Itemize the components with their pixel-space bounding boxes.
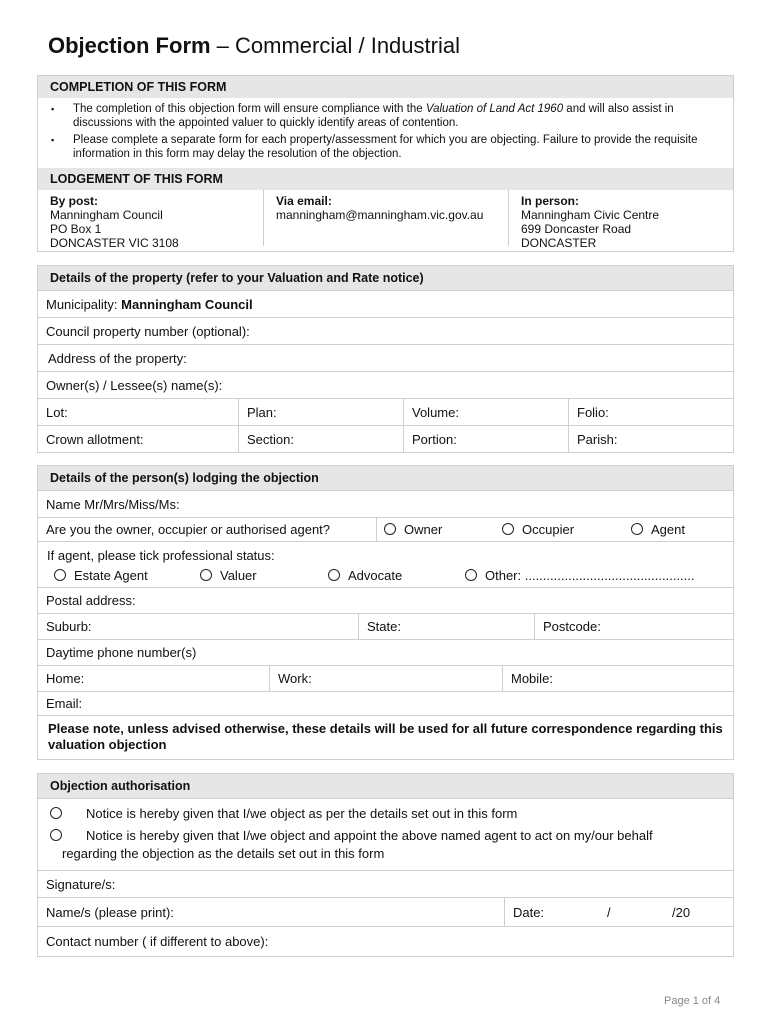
date-year: /20 xyxy=(672,904,691,920)
municipality-value: Manningham Council xyxy=(121,296,253,312)
radio-circle-icon[interactable] xyxy=(50,829,62,841)
completion-bullet-2: ▪ Please complete a separate form for each property/assessment for which you are objecting. Failure to provide the requisite information in this form may delay the resolution of the objection. xyxy=(73,133,709,161)
role-option-agent[interactable]: Agent xyxy=(631,522,685,537)
radio-circle-icon[interactable] xyxy=(50,807,62,819)
post-line: PO Box 1 xyxy=(50,222,102,236)
status-option-advocate[interactable]: Advocate xyxy=(328,568,402,583)
municipality-label: Municipality: xyxy=(46,296,118,312)
role-option-occupier[interactable]: Occupier xyxy=(502,522,574,537)
radio-circle-icon[interactable] xyxy=(502,523,514,535)
person-label: In person: xyxy=(521,194,580,208)
folio-field[interactable]: Folio: xyxy=(577,404,609,420)
completion-bullet-1: ▪ The completion of this objection form will ensure compliance with the Valuation of Land Act 1960 and will also assist in discussions with the appointed valuer to quickly identify areas of contention. xyxy=(73,102,709,130)
date-field[interactable] xyxy=(505,898,733,926)
name-field[interactable]: Name Mr/Mrs/Miss/Ms: xyxy=(46,496,180,512)
parish-field[interactable]: Parish: xyxy=(577,431,618,447)
person-heading: Details of the person(s) lodging the objection xyxy=(38,466,733,490)
status-option-other[interactable]: Other: ............................................... xyxy=(465,568,695,583)
property-section xyxy=(37,265,734,453)
radio-circle-icon[interactable] xyxy=(465,569,477,581)
email-label: Via email: xyxy=(276,194,332,208)
post-line: Manningham Council xyxy=(50,208,163,222)
work-phone-field[interactable]: Work: xyxy=(270,666,503,691)
signature-field[interactable]: Signature/s: xyxy=(46,876,116,892)
portion-field[interactable]: Portion: xyxy=(404,426,569,452)
municipality-field[interactable] xyxy=(38,291,733,317)
authorisation-option-2-cont: regarding the objection as the details set out in this form xyxy=(62,846,385,861)
status-option-valuer[interactable]: Valuer xyxy=(200,568,257,583)
act-name: Valuation of Land Act 1960 xyxy=(425,103,564,115)
radio-circle-icon[interactable] xyxy=(631,523,643,535)
authorisation-section xyxy=(37,773,734,957)
lodgement-person xyxy=(509,190,733,250)
date-label: Date: xyxy=(513,904,545,920)
role-option-owner[interactable]: Owner xyxy=(384,522,442,537)
volume-field[interactable]: Volume: xyxy=(404,399,569,425)
agent-status-label: If agent, please tick professional status: xyxy=(47,548,275,563)
person-line: 699 Doncaster Road xyxy=(521,222,632,236)
names-print-field[interactable]: Name/s (please print): xyxy=(38,898,505,926)
lodgement-heading: LODGEMENT OF THIS FORM xyxy=(38,168,733,190)
authorisation-option-object[interactable]: Notice is hereby given that I/we object as per the details set out in this form xyxy=(50,806,517,821)
lodgement-post xyxy=(38,190,264,250)
authorisation-heading: Objection authorisation xyxy=(38,774,733,798)
correspondence-note: Please note, unless advised otherwise, these details will be used for all future correspondence regarding this valuation objection xyxy=(48,721,723,752)
date-separator: / xyxy=(607,904,611,920)
suburb-field[interactable]: Suburb: xyxy=(38,614,359,639)
crown-allotment-field[interactable]: Crown allotment: xyxy=(38,426,239,452)
post-label: By post: xyxy=(50,194,98,208)
form-title xyxy=(48,33,460,59)
contact-number-field[interactable]: Contact number ( if different to above): xyxy=(46,934,269,949)
page-number: Page 1 of 4 xyxy=(664,995,721,1007)
authorisation-option-appoint-agent[interactable]: Notice is hereby given that I/we object and appoint the above named agent to act on my/our behalf xyxy=(50,828,653,843)
lot-field[interactable]: Lot: xyxy=(38,399,239,425)
post-line: DONCASTER VIC 3108 xyxy=(50,236,179,250)
lodgement-methods xyxy=(38,190,733,250)
daytime-phone-label: Daytime phone number(s) xyxy=(46,645,197,660)
plan-field[interactable]: Plan: xyxy=(239,399,404,425)
home-phone-field[interactable]: Home: xyxy=(38,666,270,691)
email-address[interactable]: manningham@manningham.vic.gov.au xyxy=(276,208,484,222)
radio-circle-icon[interactable] xyxy=(54,569,66,581)
postcode-field[interactable]: Postcode: xyxy=(543,619,601,634)
completion-lodgement-section xyxy=(37,75,734,252)
person-line: DONCASTER xyxy=(521,236,597,250)
are-you-label: Are you the owner, occupier or authorised agent? xyxy=(38,518,377,541)
lodgement-email xyxy=(264,190,509,246)
state-field[interactable]: State: xyxy=(359,614,535,639)
address-field[interactable]: Address of the property: xyxy=(48,350,187,366)
property-heading: Details of the property (refer to your Valuation and Rate notice) xyxy=(38,266,733,290)
completion-bullets xyxy=(38,98,733,168)
form-title-rest: – Commercial / Industrial xyxy=(210,33,460,58)
form-title-bold: Objection Form xyxy=(48,33,211,58)
owners-field[interactable]: Owner(s) / Lessee(s) name(s): xyxy=(46,377,223,393)
radio-circle-icon[interactable] xyxy=(328,569,340,581)
email-field[interactable]: Email: xyxy=(46,696,83,711)
status-option-estate-agent[interactable]: Estate Agent xyxy=(54,568,148,583)
radio-circle-icon[interactable] xyxy=(384,523,396,535)
completion-heading: COMPLETION OF THIS FORM xyxy=(38,76,733,98)
person-section xyxy=(37,465,734,760)
radio-circle-icon[interactable] xyxy=(200,569,212,581)
postal-address-field[interactable]: Postal address: xyxy=(46,593,136,608)
section-field[interactable]: Section: xyxy=(239,426,404,452)
council-number-field[interactable]: Council property number (optional): xyxy=(46,323,250,339)
person-line: Manningham Civic Centre xyxy=(521,208,660,222)
mobile-phone-field[interactable]: Mobile: xyxy=(511,671,553,686)
